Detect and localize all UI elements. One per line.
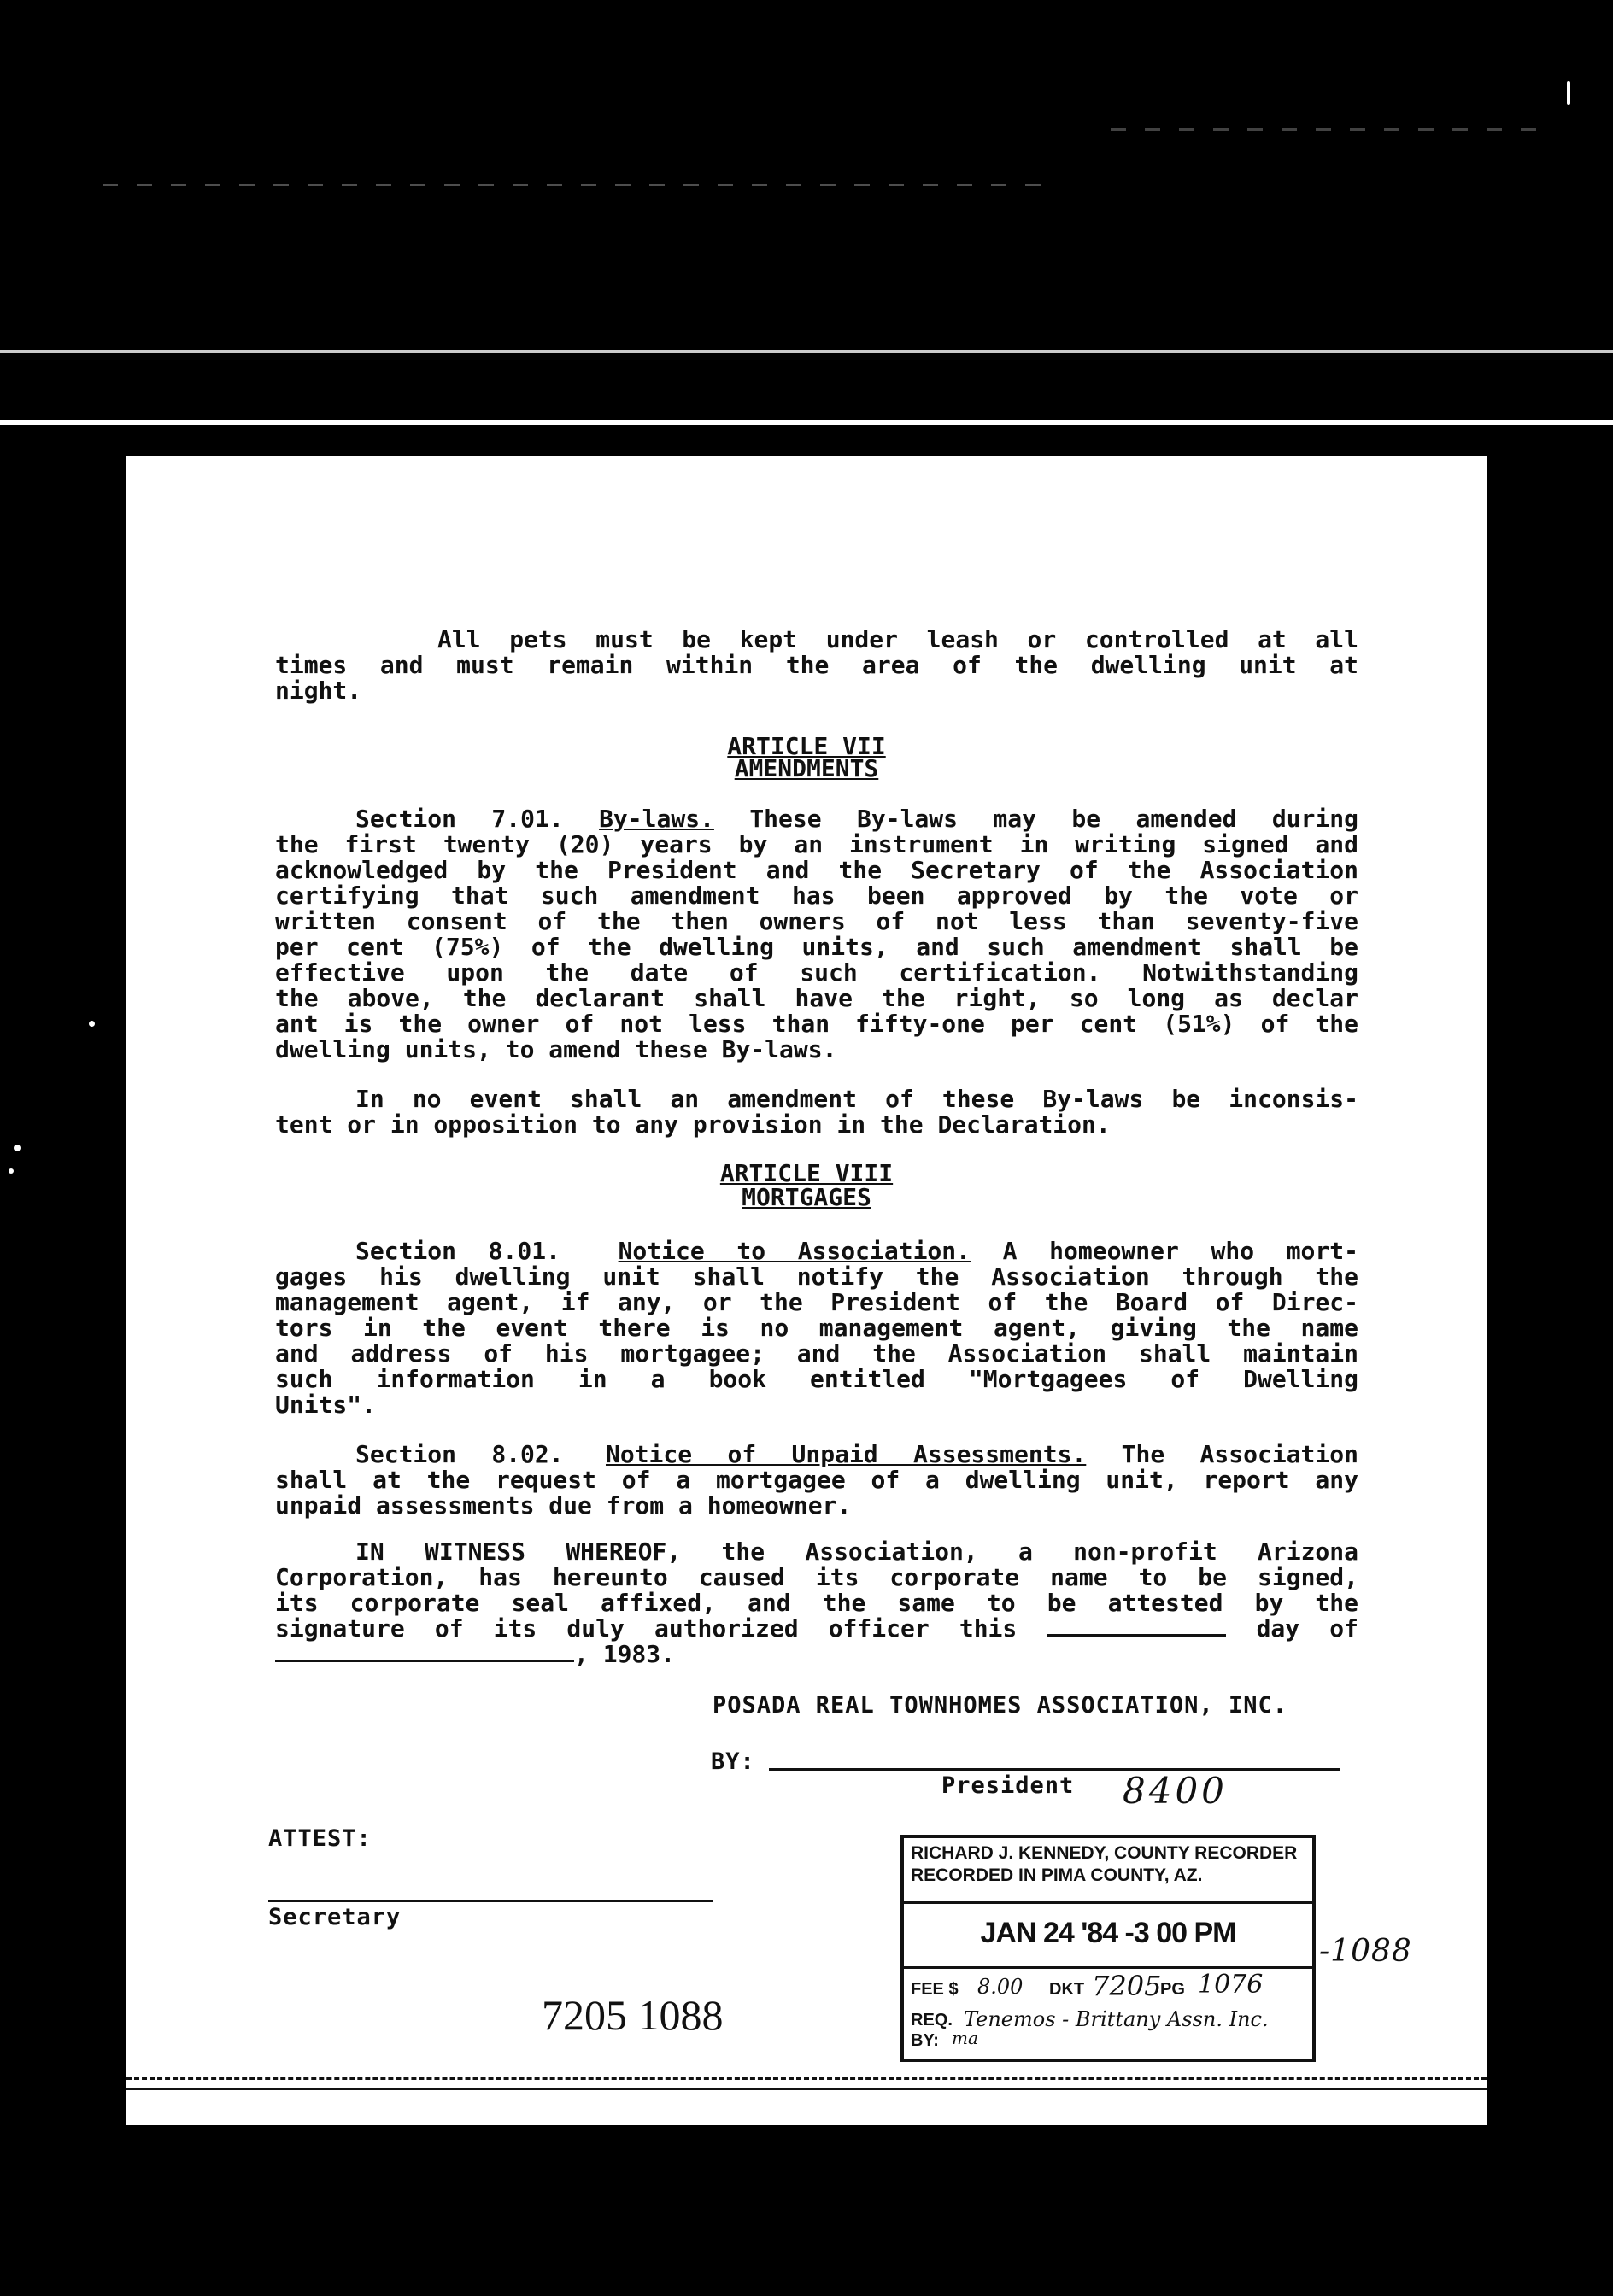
pg-label: PG	[1160, 1980, 1185, 1999]
pg-value: 1076	[1198, 1970, 1264, 2000]
text-line: certifying that such amendment has been approved by the vote or	[275, 882, 1358, 910]
section-title: By-laws.	[599, 805, 714, 833]
text-line: Units".	[275, 1391, 377, 1419]
article-vii-heading: ARTICLE VII	[727, 732, 886, 760]
text-line: shall at the request of a mortgagee of a dwelling unit, report any	[275, 1466, 1358, 1494]
president-label: President	[941, 1772, 1075, 1799]
req-label: REQ.	[911, 2011, 953, 2030]
text-line: In no event shall an amendment of these By-laws be inconsis-	[355, 1085, 1358, 1113]
month-blank	[275, 1660, 574, 1662]
scan-edge-line	[0, 420, 1613, 425]
recorded-date: JAN 24 '84 -3 00 PM	[980, 1917, 1236, 1949]
text-line: such information in a book entitled "Mortgagees of Dwelling	[275, 1365, 1358, 1393]
dkt-value: 7205	[1092, 1970, 1162, 2002]
president-signature-line	[769, 1768, 1340, 1771]
text-line: the above, the declarant shall have the right, so long as declar	[275, 984, 1358, 1012]
scan-artifact	[1111, 128, 1538, 131]
section-number: Section 7.01.	[355, 805, 564, 833]
section-text: A homeowner who mort-	[1002, 1237, 1358, 1265]
text-line: and address of his mortgagee; and the Association shall maintain	[275, 1339, 1358, 1368]
text-line: per cent (75%) of the dwelling units, and such amendment shall be	[275, 933, 1358, 961]
association-name: POSADA REAL TOWNHOMES ASSOCIATION, INC.	[713, 1692, 1287, 1719]
text-line: tors in the event there is no management agent, giving the name	[275, 1314, 1358, 1342]
pets-paragraph	[275, 627, 1358, 704]
by-label: BY:	[711, 1748, 755, 1775]
text-line: tent or in opposition to any provision in the Declaration.	[275, 1110, 1111, 1139]
text-line: gages his dwelling unit shall notify the Association through the	[275, 1262, 1358, 1291]
mortgages-heading: MORTGAGES	[742, 1183, 871, 1211]
dkt-label: DKT	[1049, 1980, 1085, 1999]
stamp-divider	[904, 1966, 1312, 1969]
text-line: Corporation, has hereunto caused its corporate name to be signed,	[275, 1563, 1358, 1591]
text-line	[275, 1616, 1358, 1642]
text-line: acknowledged by the President and the Secretary of the Association	[275, 856, 1358, 884]
handwritten-docket-number: 8400	[1123, 1770, 1228, 1812]
scan-artifact	[103, 184, 1042, 186]
bottom-rule	[126, 2077, 1487, 2080]
text-line: night.	[275, 676, 362, 705]
section-7-01	[275, 806, 1358, 1063]
witness-text: day of	[1256, 1614, 1358, 1643]
recorded-in: RECORDED IN PIMA COUNTY, AZ.	[911, 1866, 1203, 1885]
section-8-01	[275, 1239, 1358, 1418]
section-number: Section 8.01.	[355, 1237, 560, 1265]
text-line: the first twenty (20) years by an instrument in writing signed and	[275, 830, 1358, 858]
text-line	[275, 1442, 1358, 1467]
text-line	[275, 806, 1358, 832]
witness-year: , 1983.	[574, 1640, 676, 1668]
margin-page-note: -1088	[1319, 1934, 1412, 1969]
secretary-label: Secretary	[268, 1904, 402, 1930]
document-page	[126, 456, 1487, 2125]
fee-value: 8.00	[977, 1975, 1024, 1999]
day-blank	[1047, 1634, 1226, 1637]
text-line: effective upon the date of such certification. Notwithstanding	[275, 958, 1358, 987]
fee-label: FEE $	[911, 1980, 959, 1999]
secretary-signature-line	[268, 1900, 713, 1902]
witness-text: signature of its duly authorized officer this	[275, 1614, 1018, 1643]
text-line: dwelling units, to amend these By-laws.	[275, 1035, 837, 1063]
text-line: management agent, if any, or the President of the Board of Direc-	[275, 1288, 1358, 1316]
text-line	[275, 1642, 1358, 1667]
scan-speck	[14, 1145, 21, 1151]
section-title: Notice to Association.	[618, 1237, 971, 1265]
article-viii-heading: ARTICLE VIII	[719, 1159, 894, 1187]
text-line: times and must remain within the area of the dwelling unit at	[275, 651, 1358, 679]
scan-speck	[1567, 81, 1570, 105]
witness-clause	[275, 1539, 1358, 1667]
req-value: Tenemos - Brittany Assn. Inc.	[964, 2007, 1269, 2031]
text-line: All pets must be kept under leash or controlled at all	[437, 625, 1358, 653]
section-text: The Association	[1121, 1440, 1358, 1468]
text-line	[275, 1239, 1358, 1264]
bottom-rule	[126, 2088, 1487, 2090]
section-number: Section 8.02.	[355, 1440, 564, 1468]
printed-docket-number: 7205 1088	[542, 1991, 724, 2039]
recorder-name: RICHARD J. KENNEDY, COUNTY RECORDER	[911, 1843, 1298, 1863]
text-line: its corporate seal affixed, and the same to be attested by the	[275, 1589, 1358, 1617]
scan-speck	[9, 1168, 14, 1174]
amendments-heading: AMENDMENTS	[734, 754, 879, 782]
text-line: written consent of the then owners of not less than seventy-five	[275, 907, 1358, 935]
text-line: unpaid assessments due from a homeowner.	[275, 1491, 852, 1520]
attest-label: ATTEST:	[268, 1825, 372, 1852]
inconsistency-paragraph	[275, 1086, 1358, 1138]
stamp-divider	[904, 1901, 1312, 1904]
scan-edge-line	[0, 350, 1613, 353]
county-recorder-stamp	[900, 1835, 1316, 2062]
text-line: ant is the owner of not less than fifty-one per cent (51%) of the	[275, 1010, 1358, 1038]
section-8-02	[275, 1442, 1358, 1519]
scan-speck	[89, 1021, 95, 1027]
text-line: IN WITNESS WHEREOF, the Association, a non-profit Arizona	[355, 1538, 1358, 1566]
stamp-by-label: BY:	[911, 2031, 939, 2050]
section-text: These By-laws may be amended during	[749, 805, 1358, 833]
section-title: Notice of Unpaid Assessments.	[605, 1440, 1087, 1468]
stamp-by-value: ma	[952, 2028, 978, 2048]
